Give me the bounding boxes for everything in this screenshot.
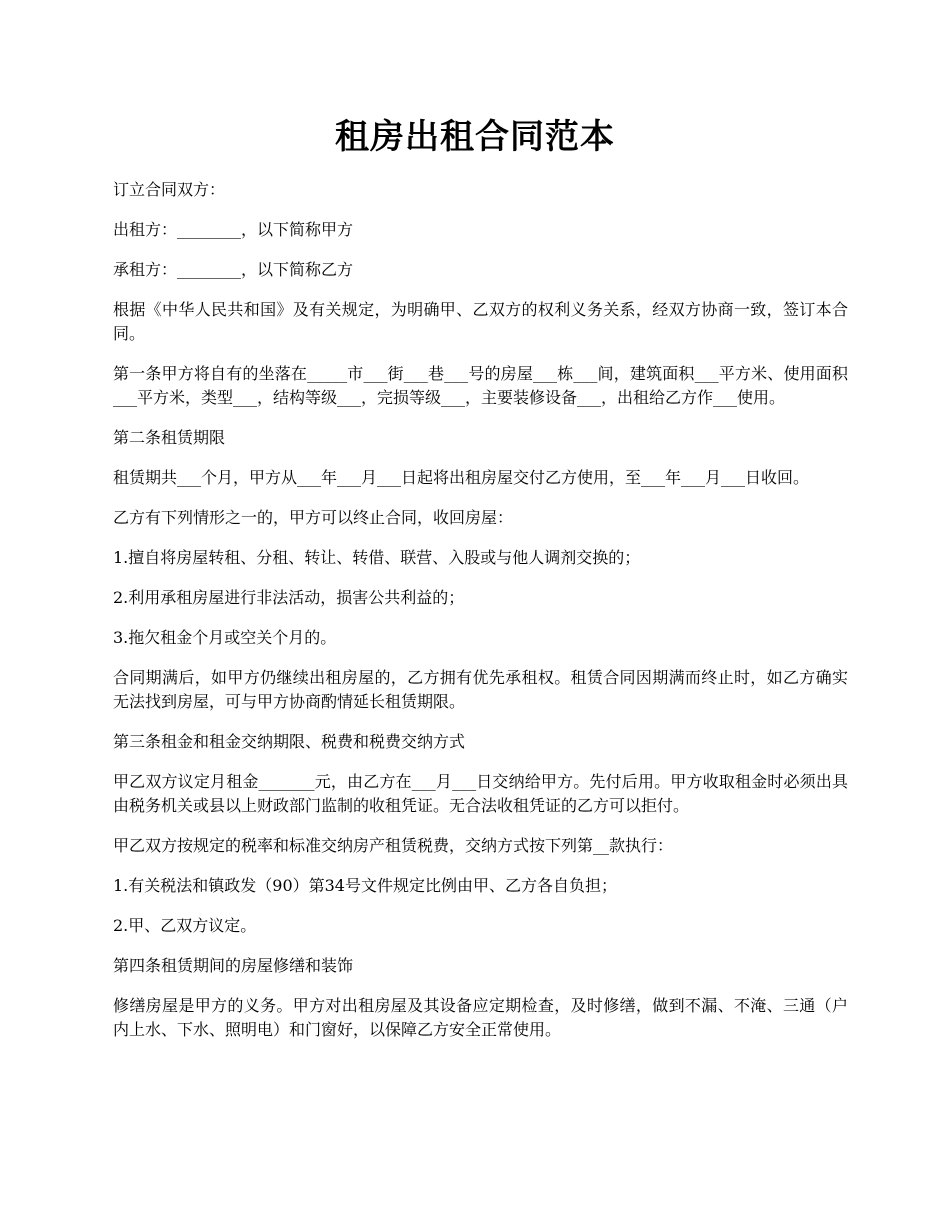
paragraph-article-1: 第一条甲方将自有的坐落在_____市___街___巷___号的房屋___栋___间，建筑面积___平方米、使用面积___平方米，类型___，结构等级___，完损等级___，主要装修设备___，出租给乙方作___使用。 [113,364,848,407]
document-title: 租房出租合同范本 [335,117,615,157]
paragraph-tax: 甲乙双方按规定的税率和标准交纳房产租赁税费，交纳方式按下列第__款执行： [113,836,674,855]
document-body [113,178,848,1058]
heading-article-3: 第三条租金和租金交纳期限、税费和税费交纳方式 [113,732,466,751]
paragraph-termination-conditions: 乙方有下列情形之一的，甲方可以终止合同，收回房屋： [113,508,514,527]
list-item: 2.利用承租房屋进行非法活动，损害公共利益的； [113,588,465,607]
paragraph-lease-term: 租赁期共___个月，甲方从___年___月___日起将出租房屋交付乙方使用，至___年___月___日收回。 [113,468,810,487]
heading-article-4: 第四条租赁期间的房屋修缮和装饰 [113,956,354,975]
list-item: 2.甲、乙双方议定。 [113,916,257,935]
list-item: 1.有关税法和镇政发（90）第34号文件规定比例由甲、乙方各自负担； [113,876,617,895]
paragraph-basis: 根据《中华人民共和国》及有关规定，为明确甲、乙双方的权利义务关系，经双方协商一致，签订本合同。 [113,300,848,343]
heading-article-2: 第二条租赁期限 [113,428,226,447]
paragraph-lessee: 承租方：________，以下简称乙方 [113,260,354,279]
paragraph-renewal: 合同期满后，如甲方仍继续出租房屋的，乙方拥有优先承租权。租赁合同因期满而终止时，如乙方确实无法找到房屋，可与甲方协商酌情延长租赁期限。 [113,668,848,711]
paragraph-lessor: 出租方：________，以下简称甲方 [113,220,354,239]
paragraph-repairs: 修缮房屋是甲方的义务。甲方对出租房屋及其设备应定期检查，及时修缮，做到不漏、不淹、三通（户内上水、下水、照明电）和门窗好，以保障乙方安全正常使用。 [113,996,848,1039]
paragraph-rent: 甲乙双方议定月租金_______元，由乙方在___月___日交纳给甲方。先付后用。甲方收取租金时必须出具由税务机关或县以上财政部门监制的收租凭证。无合法收租凭证的乙方可以拒付。 [113,772,848,815]
paragraph-parties: 订立合同双方： [113,180,226,199]
list-item: 3.拖欠租金个月或空关个月的。 [113,628,337,647]
list-item: 1.擅自将房屋转租、分租、转让、转借、联营、入股或与他人调剂交换的； [113,548,641,567]
